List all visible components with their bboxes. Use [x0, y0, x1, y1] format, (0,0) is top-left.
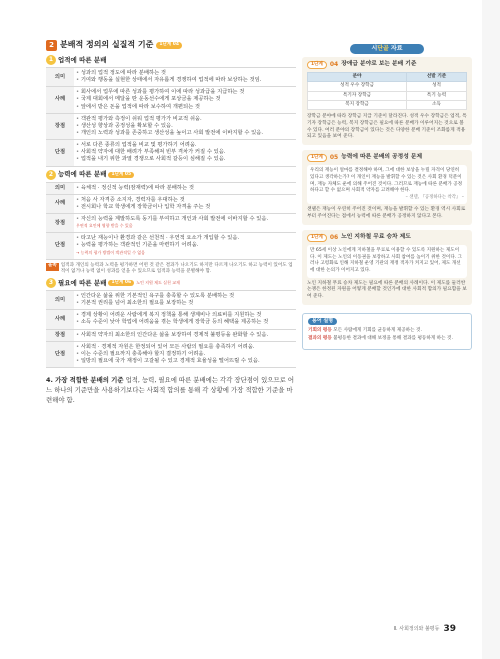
table-cell: 성적 우수 장학금: [308, 82, 407, 91]
row-line: • 경제 상황이 어려운 사람에게 복지 정책을 통해 생계비나 의료비를 지원하는 것: [76, 312, 294, 319]
row-label: 장점: [46, 213, 74, 232]
row-line: • 기본적 권리를 넘어 최소한의 필요를 보장하는 것: [76, 300, 294, 307]
sub2-table: [46, 182, 296, 260]
glossary-box: [302, 313, 472, 350]
glossary-desc: 불평등한 결과에 대해 보정을 통해 결과를 평등하게 하는 것.: [333, 336, 453, 342]
section-badge: 1단계 04: [156, 42, 182, 48]
tab-prefix: 시: [371, 45, 378, 52]
card-pill: 1단계: [307, 154, 327, 162]
row-line: • 능력을 평가하는 객관적인 기준을 마련하기 어려움.: [76, 242, 294, 249]
sub2-note: [46, 263, 296, 275]
card-header: [307, 61, 467, 69]
conclusion: [46, 376, 296, 406]
quote-text: 우리의 재능이 얼마를 결정해야 하며, 그에 대한 보상을 누릴 자격이 당연히 있다고 생각하는가? 이 개인이 재능을 발휘할 수 있는 것은 사회 환경 덕분이며, 재능 자체도 운에 의해 주어진 것이다. 그러므로 재능에 따른 분배가 공정하다고 할 수 없으며 사회적 약자를 고려해야 한다.: [310, 168, 463, 194]
row-line: • 사회적 약자에 대한 배려가 부족해져 빈부 격차가 커질 수 있음.: [76, 149, 294, 156]
sub2-badge: 1단계 05: [108, 172, 134, 178]
row-label: 단점: [46, 233, 74, 259]
row-line: • 인간다운 삶을 위한 기본적인 욕구를 충족할 수 있도록 분배하는 것: [76, 293, 294, 300]
glossary-term: 기회의 평등: [308, 327, 332, 333]
scholarship-table: [307, 72, 467, 110]
row-line: • 서로 다른 종류의 업적을 비교 및 평가하기 어려움.: [76, 142, 294, 149]
sub3-number: 3: [46, 278, 56, 288]
table-row: [46, 233, 296, 259]
main-column: [46, 40, 296, 406]
sub1-number: 1: [46, 55, 56, 65]
sub3-badge: 1단계 06: [108, 280, 134, 286]
row-content: [74, 194, 296, 213]
row-label: 의미: [46, 291, 74, 310]
glossary-desc: 모든 사람에게 기회를 균등하게 제공하는 것.: [333, 327, 422, 333]
page-footer: [394, 623, 456, 635]
sidebar-card-05: [302, 150, 472, 225]
row-line: • 이는 수준의 필요까지 충족해야 할지 결정하기 어려움.: [76, 351, 294, 358]
row-label: 단점: [46, 140, 74, 166]
row-line: • 회사에서 업무에 따른 성과를 평가하여 이에 따라 성과급을 지급하는 것: [76, 89, 294, 96]
section-header: [46, 40, 296, 51]
row-label: 단점: [46, 341, 74, 367]
sidebar-card-06: [302, 230, 472, 305]
row-content: [74, 68, 296, 87]
row-content: [74, 213, 296, 232]
row-line: • 자신의 능력을 계발하도록 동기를 부여하고 개인과 사회 발전에 이바지할 수 있음.: [76, 216, 294, 223]
section-number: 2: [46, 40, 57, 51]
sub2-header: [46, 170, 296, 180]
row-content: [74, 113, 296, 139]
row-content: [74, 233, 296, 259]
table-row: [46, 213, 296, 232]
card-text: 노인 지하철 무료 승차 제도는 필요에 따른 분배의 사례이다. 이 제도를 둘러싼 논쟁은 한정된 자원을 어떻게 분배할 것인가에 대한 사회적 합의가 필요함을 보여 준다.: [307, 280, 467, 300]
card-title: 능력에 따른 분배의 공정성 문제: [341, 154, 423, 161]
conclusion-label: 4. 가장 적합한 분배의 기준: [46, 376, 124, 385]
row-content: [74, 341, 296, 367]
table-row: [46, 310, 296, 329]
row-label: 의미: [46, 182, 74, 194]
card-number: 06: [329, 233, 339, 241]
glossary-term: 결과의 평등: [308, 336, 332, 342]
section-title: 분배적 정의의 실질적 기준: [60, 40, 154, 50]
row-line: • 사회적 · 경제적 자원은 한정되어 있어 모든 사람의 필요를 충족하기 어려움.: [76, 344, 294, 351]
row-line: • 국제 대회에서 메달을 딴 운동선수에게 포상금을 제공하는 것: [76, 96, 294, 103]
table-row: [46, 113, 296, 139]
row-label: 장점: [46, 113, 74, 139]
table-row: [46, 87, 296, 113]
card-body: 만 65세 이상 노인에게 지하철을 무료로 이용할 수 있도록 지원하는 제도이다. 이 제도는 노인의 이동권을 보장하고 사회 참여를 높이기 위한 것이다. 그러나 고령화로 인해 지하철 운영 기관의 재정 적자가 커지고 있어, 제도 개선에 대한 논의가 이어지고 있다.: [307, 245, 467, 278]
glossary-item: [308, 336, 466, 343]
table-row: [308, 82, 467, 91]
row-label: 사례: [46, 87, 74, 113]
table-row: [46, 329, 296, 341]
row-line: • 객관적 평가와 측정이 쉬워 업적 평가가 비교적 쉬움.: [76, 116, 294, 123]
card-text: 샌델은 재능이 우연히 주어진 것이며, 재능을 발휘할 수 있는 환경 역시 사회로부터 주어진다는 점에서 능력에 따른 분배가 공정하지 않다고 본다.: [307, 207, 466, 220]
sidebar: [302, 44, 472, 350]
card-title: 장애급 분야로 보는 분배 기준: [341, 61, 417, 68]
table-row: [46, 140, 296, 166]
table-row: [46, 291, 296, 310]
table-row: [46, 194, 296, 213]
row-line: • 사회적 약자의 최소한의 인간다운 삶을 보장하여 경제적 불평등을 완화할 수 있음.: [76, 332, 294, 339]
card-number: 05: [329, 154, 339, 162]
column-header: 선발 기준: [407, 73, 467, 82]
quote-source: – 샌델, 『공정하다는 착각』 –: [405, 194, 464, 200]
sub1-header: [46, 55, 296, 65]
sidebar-tab: [350, 44, 424, 54]
row-content: [74, 140, 296, 166]
table-row: [46, 182, 296, 194]
row-label: 사례: [46, 194, 74, 213]
table-header-row: [308, 73, 467, 82]
row-line: • 업적을 내기 위한 과열 경쟁으로 사회적 갈등이 심해질 수 있음.: [76, 156, 294, 163]
card-text: 장학금 분야에 따라 장학금 지급 기준이 달라진다. 성적 우수 장학금은 업적, 특기자 장학금은 능력, 복지 장학금은 필요에 따른 분배가 이루어지는 것으로 볼 수 있다. 여러 분야의 장학금이 있다는 것은 다양한 분배 기준이 조화롭게 적용되고 있음을 보여 준다.: [307, 113, 467, 140]
glossary-item: [308, 328, 466, 335]
page-number: 39: [443, 623, 456, 634]
row-label: 의미: [46, 68, 74, 87]
row-line: • 소득 수준이 낮아 학업에 어려움을 겪는 학생에게 장학금 등의 혜택을 제공하는 것: [76, 319, 294, 326]
handwritten-note: → 능력의 평가 방법이 객관적일 수 없음: [76, 249, 145, 255]
row-line: • 개인의 노력과 성과를 존중하고 생산성을 높이고 사회 발전에 이바지할 수 있음.: [76, 130, 294, 137]
tab-highlight: 단골: [377, 45, 389, 52]
row-line: • 성과의 업적 정도에 따라 분배하는 것: [76, 70, 294, 77]
row-label: 사례: [46, 310, 74, 329]
card-title: 노인 지하철 무료 승차 제도: [341, 234, 411, 241]
page-edge: [482, 0, 500, 659]
row-content: [74, 87, 296, 113]
row-content: [74, 182, 296, 194]
sidebar-card-04: [302, 57, 472, 145]
sub3-table: [46, 290, 296, 368]
table-cell: 소득: [407, 100, 467, 109]
table-cell: 특기 능력: [407, 91, 467, 100]
tab-suffix: 자료: [388, 45, 403, 52]
conclusion-text: 업적, 능력, 필요에 따른 분배에는 각각 장단점이 있으므로 어느 하나의 기준만을 사용하기보다는 사회적 합의를 통해 각 상황에 가장 적합한 기준을 마련해야 함.: [46, 376, 295, 405]
row-content: [74, 291, 296, 310]
column-header: 분야: [308, 73, 407, 82]
footer-chapter: Ⅱ. 사회정의와 불평등: [393, 625, 440, 632]
row-line: • 육체적 · 정신적 능력(잠재력)에 따라 분배하는 것: [76, 185, 294, 192]
glossary-title: 용어 설명: [308, 318, 337, 325]
handwritten-note: 노인 지원 제도 실천 교재: [136, 280, 180, 286]
row-line: • 생산성 향상과 공정성을 확보할 수 있음.: [76, 123, 294, 130]
note-tag: 올쏙: [46, 263, 59, 271]
sub2-number: 2: [46, 170, 56, 180]
row-line: • 일방의 필요에 국가 재정이 고갈될 수 있고 경제적 효율성을 떨어뜨릴 수 있음.: [76, 358, 294, 365]
table-cell: 성적: [407, 82, 467, 91]
sub3-header: [46, 278, 296, 288]
quote-box: [307, 165, 467, 204]
row-line: • 처음 사 자격증 소지자, 경력자를 우대하는 것: [76, 197, 294, 204]
row-label: 장점: [46, 329, 74, 341]
card-header: [307, 154, 467, 162]
row-line: • 전시회나 학교 학생에게 장학금이나 입학 자격을 주는 것: [76, 204, 294, 211]
table-row: [308, 91, 467, 100]
handwritten-note: 우연적 요인에 영향 받을 수 있음: [76, 223, 133, 229]
sub1-title: 업적에 따른 분배: [58, 55, 107, 64]
row-content: [74, 329, 296, 341]
card-pill: 1단계: [307, 234, 327, 242]
table-cell: 특기자 장학금: [308, 91, 407, 100]
note-text: 업적과 개인의 능력과 노력을 평가하면 어떤 것 같은 결과가 나오기도 하지만 다르게 나오기도 하고 능력이 있어도 업적이 없거나 능력 없이 성과를 얻을 수 있으므로 업적과 능력을 분별해야 함.: [60, 262, 293, 274]
sub1-table: [46, 67, 296, 167]
table-row: [46, 68, 296, 87]
row-line: • 타고난 재능이나 환경과 같은 선천적 · 우연적 요소가 개입할 수 있음.: [76, 235, 294, 242]
card-pill: 1단계: [307, 61, 327, 69]
row-content: [74, 310, 296, 329]
row-line: • 기여와 행동을 실현한 상태에서 자유롭게 경쟁하여 업적에 따라 보상하는 것임.: [76, 77, 294, 84]
sub3-title: 필요에 따른 분배: [58, 278, 107, 287]
table-cell: 복지 장학금: [308, 100, 407, 109]
table-row: [308, 100, 467, 109]
sub2-title: 능력에 따른 분배: [58, 170, 107, 179]
card-number: 04: [329, 61, 339, 69]
card-header: [307, 234, 467, 242]
row-line: • 앞에서 받은 돈을 업적에 따라 보수하여 개편되는 것: [76, 104, 294, 111]
table-row: [46, 341, 296, 367]
